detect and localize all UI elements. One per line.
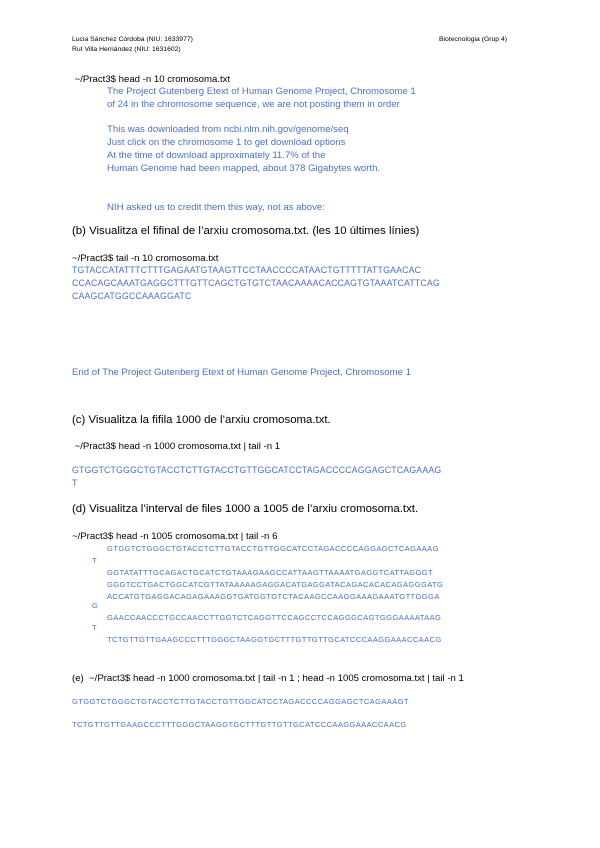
part-e-seq-2: TCTGTTGTTGAAGCCCTTTGGGCTAAGGTGCTTTGTTGTTGCATCCCAAGGAAACCAACG [72, 720, 407, 729]
part-d-seq-2: T [92, 556, 97, 565]
part-a-line-7: Human Genome had been mapped, about 378 Gigabytes worth. [107, 163, 381, 174]
part-d-seq-3: GGTATATTTGCAGACTGCATCTGTAAAGAAGCCATTAAGTTAAAATGAGGTCATTAGGGT [107, 568, 434, 577]
question-e: (e) ~/Pract3$ head -n 1000 cromosoma.txt | tail -n 1 ; head -n 1005 cromosoma.txt | tail -n 1 [72, 673, 464, 684]
part-b-seq-2: CCACAGCAAATGAGGCTTTGTTCAGCTGTGTCTAACAAAACACCAGTGTAAATCATTCAG [72, 278, 440, 288]
part-d-seq-4: GGGTCCTGACTGGCATCGTTATAAAAAGAGGACATGAGGATACAGACACACAGAGGGATG [107, 580, 444, 589]
question-d: (d) Visualitza l’interval de files 1000 a 1005 de l’arxiu cromosoma.txt. [72, 503, 419, 515]
part-d-seq-7: GAACCAACCCTGCCAACCTTGGTCTCAGGTTCCAGCCTCCAGGGCAGTGGGAAAATAAG [107, 613, 442, 622]
part-a-line-6: At the time of download approximately 11.7% of the [107, 150, 326, 161]
part-a-command: ~/Pract3$ head -n 10 cromosoma.txt [72, 74, 231, 85]
part-a-line-4: This was downloaded from ncbi.nlm.nih.gov/genome/seq [107, 124, 349, 135]
part-c-seq-1: GTGGTCTGGGCTGTACCTCTTGTACCTGTTGGCATCCTAGACCCCAGGAGCTCAGAAAG [72, 465, 442, 475]
part-a-line-2: of 24 in the chromosome sequence, we are not posting them in order [107, 99, 400, 110]
question-b: (b) Visualitza el fifinal de l’arxiu cromosoma.txt. (les 10 últimes línies) [72, 225, 420, 237]
part-b-end-line: End of The Project Gutenberg Etext of Human Genome Project, Chromosome 1 [72, 367, 411, 378]
part-b-seq-3: CAAGCATGGCCAAAGGATC [72, 291, 192, 301]
part-a-line-1: The Project Gutenberg Etext of Human Genome Project, Chromosome 1 [107, 86, 416, 97]
part-a-line-10: NIH asked us to credit them this way, not as above: [107, 202, 325, 213]
question-c: (c) Visualitza la fifila 1000 de l’arxiu cromosoma.txt. [72, 414, 331, 426]
author-2: Rut Villa Hernández (NIU: 1631602) [72, 46, 181, 53]
part-d-seq-1: GTGGTCTGGGCTGTACCTCTTGTACCTGTTGGCATCCTAGACCCCAGGAGCTCAGAAAG [107, 544, 439, 553]
part-d-seq-9: TCTGTTGTTGAAGCCCTTTGGGCTAAGGTGCTTTGTTGTTGCATCCCAAGGAAACCAACG [107, 635, 442, 644]
part-c-seq-2: T [72, 478, 78, 488]
part-b-command: ~/Pract3$ tail -n 10 cromosoma.txt [72, 253, 219, 264]
part-d-seq-6: G [92, 601, 99, 610]
part-e-seq-1: GTGGTCTGGGCTGTACCTCTTGTACCTGTTGGCATCCTAGACCCCAGGAGCTCAGAAAGT [72, 697, 409, 706]
course-label: Biotecnologia (Grup 4) [439, 36, 508, 43]
part-d-seq-8: T [92, 623, 97, 632]
part-b-seq-1: TGTACCATATTTCTTTGAGAATGTAAGTTCCTAACCCCATAACTGTTTTTATTGAACAC [72, 265, 422, 275]
part-d-command: ~/Pract3$ head -n 1005 cromosoma.txt | tail -n 6 [72, 531, 278, 542]
part-c-command: ~/Pract3$ head -n 1000 cromosoma.txt | tail -n 1 [72, 441, 281, 452]
part-d-seq-5: ACCATGTGAGGACAGAGAAAGGTGATGGTGTCTACAAGCCAAGGAAAGAAATGTTGGGA [107, 592, 440, 601]
author-1: Lucia Sánchez Córdoba (NIU: 1633977) [72, 36, 193, 43]
part-a-line-5: Just click on the chromosome 1 to get download options [107, 137, 346, 148]
